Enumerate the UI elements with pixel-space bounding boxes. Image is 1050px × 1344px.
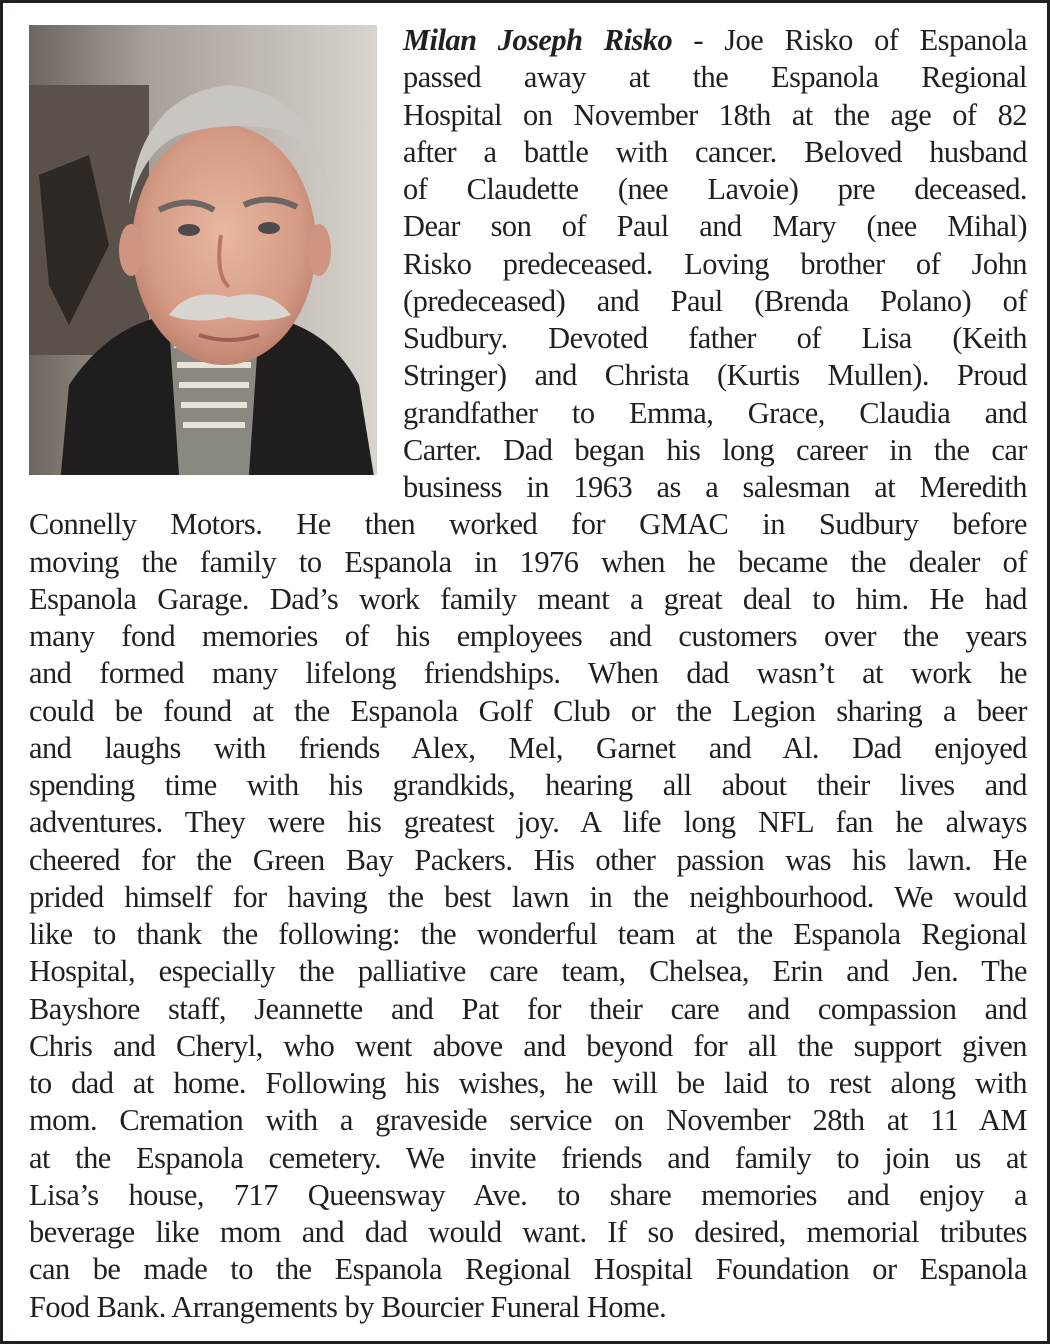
text-line: prided himself for having the best lawn in the neighbourhood. We would xyxy=(29,879,1027,914)
text-line: Hospital, especially the palliative care team, Chelsea, Erin and Jen. The xyxy=(29,954,1027,989)
text-line: business in 1963 as a salesman at Meredith xyxy=(403,470,1027,504)
text-line: after a battle with cancer. Beloved husband xyxy=(403,134,1027,169)
text-line: Milan Joseph Risko - Joe Risko of Espanola xyxy=(403,23,1028,57)
text-line: Bayshore staff, Jeannette and Pat for their care and compassion and xyxy=(29,991,1027,1026)
text-line: Carter. Dad began his long career in the car xyxy=(403,432,1027,467)
text-line: can be made to the Espanola Regional Hospital Foundation or Espanola xyxy=(29,1252,1027,1287)
text-line: moving the family to Espanola in 1976 when he became the dealer of xyxy=(29,544,1027,579)
text-line: mom. Cremation with a graveside service on November 28th at 11 AM xyxy=(29,1103,1027,1138)
deceased-name: Milan Joseph Risko xyxy=(403,23,673,57)
text-line: many fond memories of his employees and customers over the years xyxy=(29,619,1027,653)
text-line: adventures. They were his greatest joy. A life long NFL fan he always xyxy=(29,805,1027,840)
text-line: Stringer) and Christa (Kurtis Mullen). Proud xyxy=(403,358,1027,393)
text-line: Chris and Cheryl, who went above and beyond for all the support given xyxy=(29,1028,1027,1063)
text-line: could be found at the Espanola Golf Club or the Legion sharing a beer xyxy=(29,693,1027,728)
text-line: grandfather to Emma, Grace, Claudia and xyxy=(403,395,1027,430)
text-line: like to thank the following: the wonderful team at the Espanola Regional xyxy=(29,917,1027,951)
text-line: of Claudette (nee Lavoie) pre deceased. xyxy=(403,172,1027,206)
text-line: cheered for the Green Bay Packers. His other passion was his lawn. He xyxy=(29,842,1027,877)
text-line: Food Bank. Arrangements by Bourcier Funeral Home. xyxy=(29,1289,667,1324)
text-line: passed away at the Espanola Regional xyxy=(403,60,1027,95)
text-line: Sudbury. Devoted father of Lisa (Keith xyxy=(403,321,1027,355)
text-line: (predeceased) and Paul (Brenda Polano) of xyxy=(403,283,1027,318)
text-line: Connelly Motors. He then worked for GMAC in Sudbury before xyxy=(29,507,1027,542)
text-line: Dear son of Paul and Mary (nee Mihal) xyxy=(403,209,1027,244)
text-line: and laughs with friends Alex, Mel, Garnet and Al. Dad enjoyed xyxy=(29,730,1027,765)
text-line: Hospital on November 18th at the age of 82 xyxy=(403,97,1027,132)
text-line: beverage like mom and dad would want. If so desired, memorial tributes xyxy=(29,1215,1027,1249)
text-line: Espanola Garage. Dad’s work family meant a great deal to him. He had xyxy=(29,581,1027,616)
obituary-body xyxy=(29,22,1027,1326)
text-line: Risko predeceased. Loving brother of John xyxy=(403,246,1027,281)
text-line: spending time with his grandkids, hearing all about their lives and xyxy=(29,768,1027,802)
text-line: Lisa’s house, 717 Queensway Ave. to share memories and enjoy a xyxy=(29,1177,1027,1212)
text-line: and formed many lifelong friendships. When dad wasn’t at work he xyxy=(29,656,1027,691)
text-line: at the Espanola cemetery. We invite friends and family to join us at xyxy=(29,1140,1027,1175)
text-line: to dad at home. Following his wishes, he will be laid to rest along with xyxy=(29,1066,1027,1100)
